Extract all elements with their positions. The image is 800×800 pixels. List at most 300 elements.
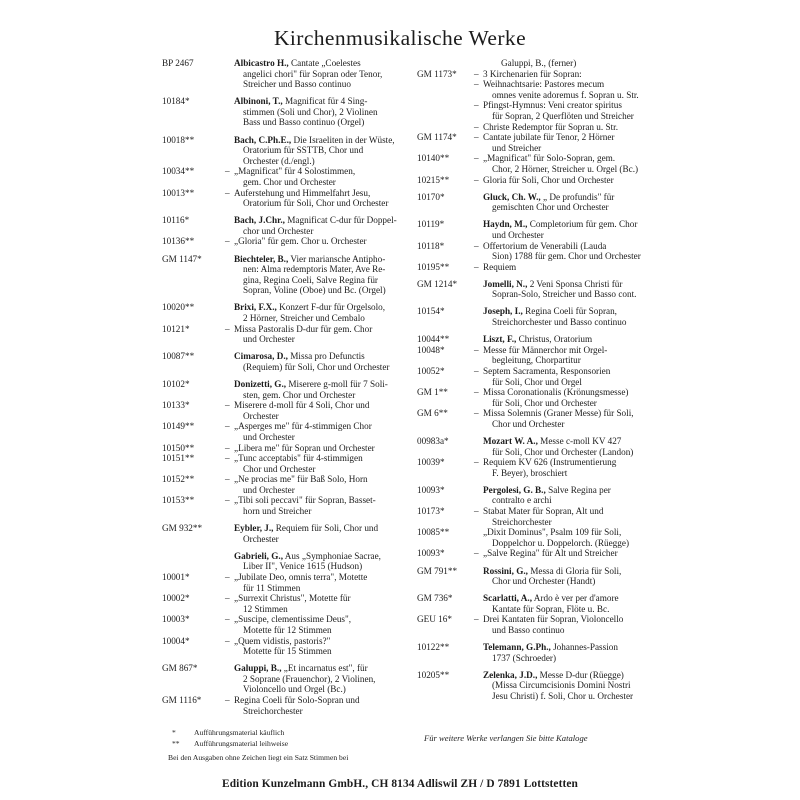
catalog-entry[interactable] [162, 379, 407, 400]
catalog-entry[interactable] [162, 636, 407, 657]
catalog-number: GM 736* [417, 593, 453, 604]
entry-text: Pfingst-Hymnus: Veni creator spiritus für Sopran, 2 Querflöten und Streicher [483, 100, 662, 121]
entry-continuation-line: Kantate für Sopran, Flöte u. Bc. [492, 603, 610, 614]
entry-continuation-line: und Orchester [243, 484, 295, 495]
catalog-number: 10170* [417, 191, 445, 202]
catalog-group [162, 254, 407, 296]
catalog-number: 10136** [162, 236, 195, 247]
footnote-mark: ** [172, 738, 180, 748]
catalog-entry[interactable] [417, 58, 662, 69]
catalog-group [162, 302, 407, 344]
catalog-number: 10151** [162, 453, 195, 464]
catalog-group [162, 551, 407, 657]
catalog-number: 10149** [162, 421, 195, 432]
catalog-number: 10013** [162, 187, 195, 198]
composer-name: Bach, C.Ph.E., [234, 134, 292, 145]
catalog-group [417, 219, 662, 272]
entry-dash: – [474, 344, 479, 355]
catalog-number: 10184* [162, 96, 190, 107]
entry-text: Galuppi, B., „Et incarnatus est", für 2 Soprane (Frauenchor), 2 Violinen, Violoncello und Orgel (Bc.) [234, 663, 407, 695]
entry-continuation-line: für Soli, Chor und Orchester [492, 397, 597, 408]
catalog-group [162, 135, 407, 209]
entry-text: „Dixit Dominus", Psalm 109 für Soli, Doppelchor u. Doppelorch. (Rüegge) [483, 527, 662, 548]
entry-text: Telemann, G.Ph., Johannes-Passion 1737 (Schroeder) [483, 642, 662, 663]
composer-name: Liszt, F., [483, 334, 517, 345]
catalog-number: GM 1173* [417, 68, 457, 79]
footnotes [168, 728, 348, 764]
catalog-number: 10173* [417, 506, 445, 517]
entry-continuation-line: und Basso continuo [492, 625, 565, 635]
entry-text: Galuppi, B., (ferner) [501, 58, 577, 68]
entry-continuation-line: für Sopran, 2 Querflöten und Streicher [492, 110, 634, 121]
catalog-group [417, 593, 662, 635]
catalog-number: 10003* [162, 614, 190, 625]
entry-continuation-line: (Requiem) für Soli, Chor und Orchester [243, 361, 390, 372]
entry-text: Gluck, Ch. W., „ De profundis" für gemischten Chor und Orchester [483, 192, 662, 213]
entry-continuation-line: für Soli, Chor und Orchester (Landon) [492, 446, 634, 457]
entry-continuation-line: angelici chori" für Sopran oder Tenor, [243, 68, 383, 79]
catalog-number: 10048* [417, 344, 445, 355]
entry-dash: – [474, 365, 479, 376]
composer-name: Gabrieli, G., [234, 550, 283, 561]
catalog-number: 10150** [162, 442, 195, 453]
entry-text: Joseph, I., Regina Coeli für Sopran, Streichorchester und Basso continuo [483, 306, 662, 327]
entry-dash: – [474, 79, 479, 90]
entry-text: Biechteler, B., Vier mariansche Antipho- nen: Alma redemptoris Mater, Ave Re- gina, Regina Coeli, Salve Regina für Sopran, Voline (Oboe) und Bc. (Orgel) [234, 254, 407, 296]
catalog-entry[interactable] [417, 334, 662, 345]
catalog-entry[interactable] [162, 302, 407, 323]
footnote-text: Aufführungsmaterial leihweise [194, 738, 289, 748]
entry-text: Christe Redemptor für Sopran u. Str. [483, 121, 618, 132]
catalog-group [162, 663, 407, 716]
entry-continuation-line: Streichorchester [492, 516, 552, 527]
catalog-entry[interactable] [417, 153, 662, 174]
catalog-number: 00983a* [417, 436, 449, 446]
catalog-entry[interactable] [417, 262, 662, 273]
catalog-entry[interactable] [162, 474, 407, 495]
catalog-number: 10102* [162, 378, 190, 389]
entry-dash: – [474, 121, 479, 132]
entry-dash: – [225, 572, 230, 583]
catalog-group [417, 58, 662, 185]
entry-continuation-line: Oratorium für Soli, Chor und Orchester [243, 198, 389, 209]
entry-continuation-line: Violoncello und Orgel (Bc.) [243, 684, 346, 695]
catalog-entry[interactable] [162, 443, 407, 454]
entry-continuation-line: 1737 (Schroeder) [492, 652, 557, 663]
catalog-entry[interactable] [417, 69, 662, 80]
catalog-entry[interactable] [417, 306, 662, 327]
composer-name: Eybler, J., [234, 523, 274, 534]
entry-continuation-line: F. Beyer), broschiert [492, 467, 568, 478]
entry-continuation-line: Orchester [243, 410, 279, 421]
entry-continuation-line: Streicher und Basso continuo [243, 79, 351, 90]
entry-dash: – [225, 323, 230, 334]
composer-name: Haydn, M., [483, 219, 528, 230]
catalog-entry[interactable] [162, 572, 407, 593]
entry-continuation-line: 12 Stimmen [243, 603, 288, 614]
entry-continuation-line: Sion) 1788 für gem. Chor und Orchester [492, 251, 641, 262]
entry-text: „Tibi soli peccavi" für Sopran, Basset- horn und Streicher [234, 495, 407, 516]
catalog-entry[interactable] [417, 670, 662, 702]
footnote-mark: * [172, 728, 176, 737]
composer-name: Telemann, G.Ph., [483, 642, 551, 653]
entry-text: Miserere d-moll für 4 Soli, Chor und Orchester [234, 400, 407, 421]
catalog-number: 10152** [162, 474, 195, 485]
catalog-entry[interactable] [417, 566, 662, 587]
catalog-number: 10004* [162, 635, 190, 646]
composer-name: Bach, J.Chr., [234, 215, 285, 226]
entry-continuation-line: Streichorchester und Basso continuo [492, 317, 627, 328]
entry-text: Albinoni, T., Magnificat für 4 Sing- stimmen (Soli und Chor), 2 Violinen Bass und Basso continuo (Orgel) [234, 96, 407, 128]
entry-text: Gabrieli, G., Aus „Symphoniae Sacrae, Liber II", Venice 1615 (Hudson) [234, 551, 407, 572]
entry-text: Septem Sacramenta, Responsorien für Soli, Chor und Orgel [483, 366, 662, 387]
catalog-number: 10085** [417, 527, 450, 538]
catalog-number: GM 1116* [162, 695, 202, 706]
catalog-number: 10052* [417, 365, 445, 376]
catalog-group [162, 96, 407, 128]
entry-text: Cantate jubilate für Tenor, 2 Hörner und Streicher [483, 132, 662, 153]
entry-text: Cimarosa, D., Missa pro Defunctis (Requiem) für Soli, Chor und Orchester [234, 351, 407, 372]
entry-text: Requiem KV 626 (Instrumentierung F. Beyer), broschiert [483, 457, 662, 478]
catalog-group [162, 379, 407, 517]
catalog-entry[interactable] [417, 241, 662, 262]
catalog-group [417, 306, 662, 327]
entry-continuation-line: sten, gem. Chor und Orchester [243, 389, 356, 400]
catalog-entry[interactable] [162, 551, 407, 572]
catalog-entry[interactable] [162, 236, 407, 247]
catalog-entry[interactable] [162, 135, 407, 167]
catalog-number: 10002* [162, 593, 190, 604]
catalog-number: 10020** [162, 302, 195, 313]
catalog-entry[interactable] [162, 351, 407, 372]
catalog-entry[interactable] [162, 593, 407, 614]
composer-name: Galuppi, B., [234, 663, 282, 674]
entry-dash: – [474, 506, 479, 517]
entry-text: Haydn, M., Completorium für gem. Chor und Orchester [483, 219, 662, 240]
catalog-entry[interactable] [162, 614, 407, 635]
catalog-number: GEU 16* [417, 614, 452, 625]
entry-dash: – [474, 174, 479, 185]
catalog-entry[interactable] [417, 485, 662, 506]
catalog-entry[interactable] [417, 122, 662, 133]
entry-continuation-line: gemischten Chor und Orchester [492, 202, 609, 213]
entry-dash: – [225, 453, 230, 464]
entry-text: „Surrexit Christus", Motette für 12 Stimmen [234, 593, 407, 614]
entry-dash: – [474, 457, 479, 468]
entry-text: Bach, J.Chr., Magnificat C-dur für Doppel- chor und Orchester [234, 215, 407, 236]
catalog-entry[interactable] [417, 387, 662, 408]
entry-text: „Suscipe, clementissime Deus", Motette für 12 Stimmen [234, 614, 407, 635]
entry-continuation-line: und Orchester [243, 334, 295, 345]
catalog-entry[interactable] [417, 100, 662, 121]
catalog-entry[interactable] [417, 366, 662, 387]
entry-text: Weihnachtsarie: Pastores mecum omnes venite adoremus f. Sopran u. Str. [483, 79, 662, 100]
entry-text: Bach, C.Ph.E., Die Israeliten in der Wüste, Oratorium für SSTTB, Chor und Orchester (d./engl.) [234, 135, 407, 167]
entry-text: „Magnificat" für 4 Solostimmen, gem. Chor und Orchester [234, 166, 407, 187]
catalog-entry[interactable] [162, 663, 407, 695]
catalog-number: GM 1214* [417, 278, 458, 289]
composer-name: Pergolesi, G. B., [483, 484, 546, 495]
entry-text: Rossini, G., Messa di Gloria für Soli, Chor und Orchester (Handt) [483, 566, 662, 587]
entry-continuation-line: und Orchester [243, 431, 295, 442]
entry-dash: – [474, 548, 479, 559]
catalog-number: 10116* [162, 215, 190, 226]
catalog-entry[interactable] [417, 192, 662, 213]
entry-continuation-line: Oratorium für SSTTB, Chor und [243, 145, 364, 156]
catalog-number: 10034** [162, 166, 195, 177]
catalog-number: BP 2467 [162, 58, 194, 68]
entry-continuation-line: 2 Hörner, Streicher und Cembalo [243, 312, 365, 323]
catalog-number: GM 867* [162, 663, 198, 674]
entry-text: Messe für Männerchor mit Orgel- begleitung, Chorpartitur [483, 345, 662, 366]
catalog-entry[interactable] [417, 132, 662, 153]
catalog-number: GM 1147* [162, 253, 202, 264]
catalog-group [417, 436, 662, 478]
composer-name: Cimarosa, D., [234, 351, 288, 362]
footnote-text: Aufführungsmaterial käuflich [194, 728, 285, 737]
entry-dash: – [225, 236, 230, 247]
publisher-imprint: Edition Kunzelmann GmbH., CH 8134 Adliswil ZH / D 7891 Lottstetten [222, 778, 578, 790]
entry-continuation-line: nen: Alma redemptoris Mater, Ave Re- [243, 264, 386, 275]
entry-continuation-line: Jesu Christi) f. Soli, Chor u. Orchester [492, 690, 634, 701]
catalog-number: 10044** [417, 334, 450, 345]
catalog-entry[interactable] [417, 408, 662, 429]
entry-continuation-line: Orchester [243, 533, 279, 544]
composer-name: Jomelli, N., [483, 278, 528, 289]
catalog-entry[interactable] [417, 219, 662, 240]
entry-continuation-line: Chor und Orchester [243, 463, 316, 474]
catalog-entry[interactable] [417, 593, 662, 614]
entry-dash: – [225, 187, 230, 198]
catalog-number: 10215** [417, 174, 450, 185]
entry-dash: – [474, 614, 479, 625]
catalog-number: GM 932** [162, 523, 203, 534]
catalog-number: 10039* [417, 457, 445, 468]
catalog-entry[interactable] [162, 324, 407, 345]
entry-text: Drei Kantaten für Sopran, Violoncello und Basso continuo [483, 614, 662, 635]
entry-continuation-line: Chor und Orchester (Handt) [492, 576, 596, 587]
catalog-entry[interactable] [417, 79, 662, 100]
composer-name: Zelenka, J.D., [483, 669, 538, 680]
catalog-number: GM 1174* [417, 132, 457, 143]
entry-text: Donizetti, G., Miserere g-moll für 7 Soli- sten, gem. Chor und Orchester [234, 379, 407, 400]
entry-text: Auferstehung und Himmelfahrt Jesu, Oratorium für Soli, Chor und Orchester [234, 188, 407, 209]
catalog-number: 10122** [417, 642, 450, 653]
entry-dash: – [225, 614, 230, 625]
catalog-number: 10093* [417, 548, 445, 559]
catalog-number: GM 1** [417, 387, 448, 398]
catalog-number: GM 791** [417, 565, 458, 576]
entry-continuation-line: contralto e archi [492, 495, 552, 506]
catalog-entry[interactable] [417, 614, 662, 635]
entry-text: Brixi, F.X., Konzert F-dur für Orgelsolo, 2 Hörner, Streicher und Cembalo [234, 302, 407, 323]
catalog-entry[interactable] [162, 421, 407, 442]
entry-text: Albicastro H., Cantate „Coelestes angelici chori" für Sopran oder Tenor, Streicher und Basso continuo [234, 58, 407, 90]
catalog-columns [162, 58, 662, 723]
entry-text: Stabat Mater für Sopran, Alt und Streichorchester [483, 506, 662, 527]
entry-text: „Quem vidistis, pastoris?" Motette für 15 Stimmen [234, 636, 407, 657]
entry-dash: – [225, 593, 230, 604]
catalog-entry[interactable] [162, 215, 407, 236]
catalog-entry[interactable] [162, 166, 407, 187]
catalog-number: GM 6** [417, 408, 448, 419]
entry-dash: – [474, 68, 479, 79]
catalog-entry[interactable] [162, 254, 407, 296]
page-title: Kirchenmusikalische Werke [273, 26, 527, 50]
entry-continuation-line: Bass und Basso continuo (Orgel) [243, 117, 365, 128]
entry-continuation-line: omnes venite adoremus f. Sopran u. Str. [492, 89, 639, 100]
entry-continuation-line: Sopran-Solo, Streicher und Basso cont. [492, 289, 637, 300]
catalog-entry[interactable] [417, 642, 662, 663]
further-works-note: Für weitere Werke verlangen Sie bitte Kataloge [424, 733, 588, 743]
catalog-group [417, 566, 662, 587]
catalog-number: 10140** [417, 153, 450, 164]
entry-text: Scarlatti, A., Ardo è ver per d'amore Kantate für Sopran, Flöte u. Bc. [483, 593, 662, 614]
catalog-number: 10001* [162, 572, 190, 583]
entry-dash: – [474, 261, 479, 272]
entry-continuation-line: begleitung, Chorpartitur [492, 355, 581, 366]
entry-text: Missa Coronationalis (Krönungsmesse) für Soli, Chor und Orchester [483, 387, 662, 408]
entry-text: „Jubilate Deo, omnis terra", Motette für 11 Stimmen [234, 572, 407, 593]
entry-continuation-line: (Missa Circumcisionis Domini Nostri [492, 680, 631, 691]
entry-continuation-line: Doppelchor u. Doppelorch. (Rüegge) [492, 537, 630, 548]
entry-text: Mozart W. A., Messe c-moll KV 427 für Soli, Chor und Orchester (Landon) [483, 436, 662, 457]
entry-continuation-line: gem. Chor und Orchester [243, 176, 336, 187]
entry-text: Missa Pastoralis D-dur für gem. Chor und Orchester [234, 324, 407, 345]
catalog-entry[interactable] [162, 695, 407, 716]
composer-name: Mozart W. A., [483, 436, 538, 446]
entry-continuation-line: für 11 Stimmen [243, 582, 301, 593]
catalog-entry[interactable] [162, 523, 407, 544]
entry-text: „Asperges me" für 4-stimmigen Chor und Orchester [234, 421, 407, 442]
entry-continuation-line: Liber II", Venice 1615 (Hudson) [243, 561, 363, 572]
entry-text: Eybler, J., Requiem für Soli, Chor und Orchester [234, 523, 407, 544]
entry-dash: – [474, 153, 479, 164]
catalog-entry[interactable] [162, 495, 407, 516]
entry-text: „Libera me" für Sopran und Orchester [234, 442, 375, 453]
entry-continuation-line: für Soli, Chor und Orgel [492, 376, 582, 387]
entry-text: Liszt, F., Christus, Oratorium [483, 334, 593, 345]
entry-continuation-line: Motette für 12 Stimmen [243, 625, 332, 635]
catalog-group [162, 523, 407, 544]
entry-text: Missa Solemnis (Graner Messe) für Soli, Chor und Orchester [483, 408, 662, 429]
catalog-group [417, 485, 662, 559]
catalog-entry[interactable] [162, 400, 407, 421]
catalog-group [417, 670, 662, 702]
composer-name: Albinoni, T., [234, 96, 283, 107]
catalog-group [162, 58, 407, 90]
composer-name: Joseph, I., [483, 306, 523, 317]
entry-dash: – [225, 421, 230, 432]
entry-dash: – [474, 100, 479, 111]
catalog-group [417, 642, 662, 663]
entry-text: Gloria für Soli, Chor und Orchester [483, 174, 614, 185]
footnote-note: Bei den Ausgaben ohne Zeichen liegt ein Satz Stimmen bei [168, 753, 349, 762]
entry-continuation-line: Chor, 2 Hörner, Streicher u. Orgel (Bc.) [492, 163, 639, 174]
catalog-entry[interactable] [417, 506, 662, 527]
catalog-group [162, 351, 407, 372]
catalog-entry[interactable] [162, 96, 407, 128]
catalog-group [417, 334, 662, 429]
composer-name: Albicastro H., [234, 58, 289, 68]
entry-continuation-line: gina, Regina Coeli, Salve Regina für [243, 274, 378, 285]
entry-continuation-line: und Streicher [492, 142, 542, 153]
entry-continuation-line: Motette für 15 Stimmen [243, 646, 332, 657]
catalog-entry[interactable] [417, 279, 662, 300]
entry-dash: – [225, 695, 230, 706]
catalog-number: 10018** [162, 134, 195, 145]
catalog-entry[interactable] [417, 436, 662, 457]
entry-dash: – [225, 400, 230, 411]
catalog-entry[interactable] [417, 345, 662, 366]
catalog-column-right [417, 58, 662, 723]
entry-text: 3 Kirchenarien für Sopran: [483, 68, 582, 79]
entry-dash: – [474, 408, 479, 419]
entry-continuation-line: chor und Orchester [243, 225, 314, 236]
entry-continuation-line: Chor und Orchester [492, 418, 565, 429]
catalog-entry[interactable] [162, 188, 407, 209]
entry-text: „Gloria" für gem. Chor u. Orchester [234, 236, 367, 247]
catalog-column-left [162, 58, 407, 723]
entry-text: „Salve Regina" für Alt und Streicher [483, 548, 618, 559]
entry-text: Regina Coeli für Solo-Sopran und Streichorchester [234, 695, 407, 716]
entry-text: Zelenka, J.D., Messe D-dur (Rüegge) (Missa Circumcisionis Domini Nostri Jesu Christi) f. Soli, Chor u. Orchester [483, 670, 662, 702]
catalog-entry[interactable] [417, 548, 662, 559]
catalog-number: 10118* [417, 240, 445, 251]
composer-name: Gluck, Ch. W., [483, 191, 541, 202]
catalog-entry[interactable] [417, 527, 662, 548]
catalog-number: 10119* [417, 219, 445, 230]
catalog-number: 10154* [417, 306, 445, 317]
entry-dash: – [225, 474, 230, 485]
catalog-group [162, 215, 407, 247]
entry-dash: – [474, 132, 479, 143]
catalog-entry[interactable] [162, 453, 407, 474]
entry-dash: – [225, 635, 230, 646]
entry-text: Requiem [483, 261, 517, 272]
entry-continuation-line: Orchester (d./engl.) [243, 155, 315, 166]
entry-dash: – [225, 166, 230, 177]
entry-text: Jomelli, N., 2 Veni Sponsa Christi für Sopran-Solo, Streicher und Basso cont. [483, 279, 662, 300]
composer-name: Brixi, F.X., [234, 302, 277, 313]
entry-dash: – [474, 240, 479, 251]
entry-text: Offertorium de Venerabili (Lauda Sion) 1788 für gem. Chor und Orchester [483, 241, 662, 262]
composer-name: Rossini, G., [483, 565, 528, 576]
composer-name: Scarlatti, A., [483, 593, 532, 604]
catalog-number: 10087** [162, 351, 195, 362]
catalog-number: 10153** [162, 495, 195, 506]
entry-dash: – [225, 442, 230, 453]
entry-text: „Ne procias me" für Baß Solo, Horn und Orchester [234, 474, 407, 495]
composer-name: Biechteler, B., [234, 253, 289, 264]
catalog-entry[interactable] [162, 58, 407, 90]
catalog-group [417, 192, 662, 213]
entry-text: „Magnificat" für Solo-Sopran, gem. Chor, 2 Hörner, Streicher u. Orgel (Bc.) [483, 153, 662, 174]
catalog-group [417, 279, 662, 300]
catalog-number: 10133* [162, 400, 190, 411]
footnote-row [168, 739, 348, 750]
catalog-entry[interactable] [417, 457, 662, 478]
catalog-entry[interactable] [417, 175, 662, 186]
catalog-number: 10205** [417, 669, 450, 680]
entry-dash: – [474, 387, 479, 398]
footnote-row [168, 728, 348, 739]
catalog-number: 10121* [162, 323, 190, 334]
entry-continuation-line: horn und Streicher [243, 506, 312, 517]
catalog-number: 10093* [417, 484, 445, 495]
entry-continuation-line: stimmen (Soli und Chor), 2 Violinen [243, 106, 378, 117]
catalog-number: 10195** [417, 261, 450, 272]
